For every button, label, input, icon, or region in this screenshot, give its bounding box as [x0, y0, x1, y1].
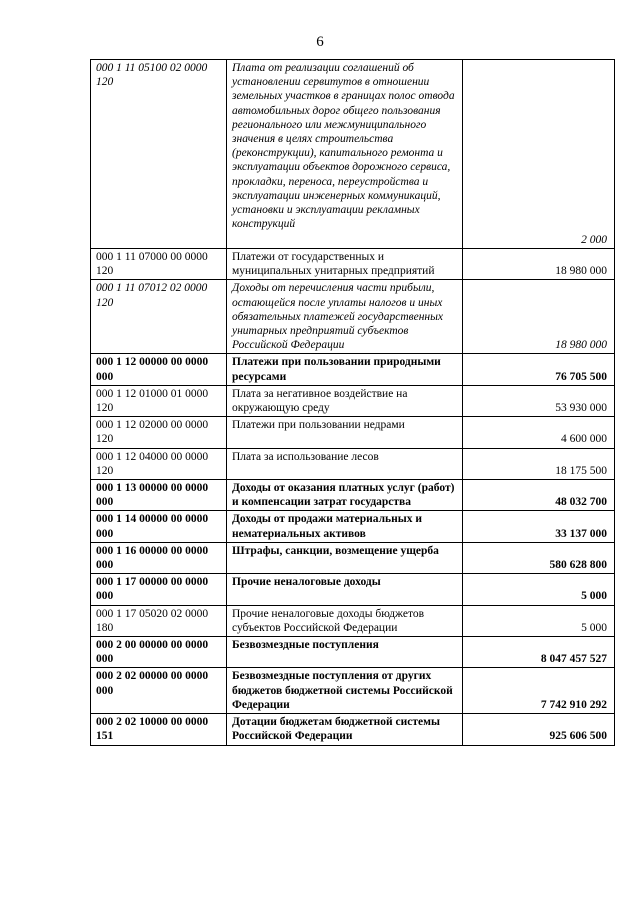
- table-row: [91, 542, 615, 573]
- table-row: [91, 417, 615, 448]
- table-row: [91, 354, 615, 385]
- revenue-name-cell: Безвозмездные поступления от других бюджетов бюджетной системы Российской Федерации: [227, 668, 463, 714]
- table-row: [91, 511, 615, 542]
- table-row: [91, 280, 615, 354]
- table-row: [91, 385, 615, 416]
- amount-cell: 7 742 910 292: [463, 668, 615, 714]
- revenue-name-cell: Прочие неналоговые доходы: [227, 574, 463, 605]
- budget-code-cell: 000 1 11 05100 02 0000 120: [91, 60, 227, 249]
- budget-code-cell: 000 1 12 00000 00 0000 000: [91, 354, 227, 385]
- amount-cell: 18 980 000: [463, 280, 615, 354]
- revenue-name-cell: Доходы от перечисления части прибыли, остающейся после уплаты налогов и иных обязательных платежей государственных унитарных предприятий субъектов Российской Федерации: [227, 280, 463, 354]
- amount-cell: 18 175 500: [463, 448, 615, 479]
- page-number: 6: [316, 34, 324, 50]
- table-row: [91, 448, 615, 479]
- revenue-name-cell: Плата за использование лесов: [227, 448, 463, 479]
- revenue-name-cell: Платежи при пользовании недрами: [227, 417, 463, 448]
- table-row: [91, 60, 615, 249]
- budget-code-cell: 000 2 02 00000 00 0000 000: [91, 668, 227, 714]
- table-row: [91, 637, 615, 668]
- revenue-name-cell: Доходы от оказания платных услуг (работ) и компенсации затрат государства: [227, 480, 463, 511]
- revenue-name-cell: Плата от реализации соглашений об установлении сервитутов в отношении земельных участков в границах полос отвода автомобильных дорог общего пользования регионального или межмуниципального значения в целях строительства (реконструкции), капитального ремонта и эксплуатации объектов дорожного сервиса, прокладки, переноса, переустройства и эксплуатации инженерных коммуникаций, установки и эксплуатации рекламных конструкций: [227, 60, 463, 249]
- budget-code-cell: 000 1 13 00000 00 0000 000: [91, 480, 227, 511]
- table-row: [91, 714, 615, 745]
- table-row: [91, 480, 615, 511]
- budget-code-cell: 000 1 12 01000 01 0000 120: [91, 385, 227, 416]
- revenue-name-cell: Платежи от государственных и муниципальных унитарных предприятий: [227, 249, 463, 280]
- revenue-name-cell: Платежи при пользовании природными ресурсами: [227, 354, 463, 385]
- budget-code-cell: 000 1 11 07000 00 0000 120: [91, 249, 227, 280]
- revenue-name-cell: Штрафы, санкции, возмещение ущерба: [227, 542, 463, 573]
- amount-cell: 925 606 500: [463, 714, 615, 745]
- amount-cell: 18 980 000: [463, 249, 615, 280]
- table-row: [91, 249, 615, 280]
- budget-code-cell: 000 1 14 00000 00 0000 000: [91, 511, 227, 542]
- budget-code-cell: 000 1 17 00000 00 0000 000: [91, 574, 227, 605]
- budget-code-cell: 000 1 17 05020 02 0000 180: [91, 605, 227, 636]
- revenue-name-cell: Безвозмездные поступления: [227, 637, 463, 668]
- budget-code-cell: 000 2 02 10000 00 0000 151: [91, 714, 227, 745]
- amount-cell: 33 137 000: [463, 511, 615, 542]
- table-row: [91, 605, 615, 636]
- table-row: [91, 574, 615, 605]
- revenue-name-cell: Дотации бюджетам бюджетной системы Российской Федерации: [227, 714, 463, 745]
- amount-cell: 580 628 800: [463, 542, 615, 573]
- amount-cell: 5 000: [463, 605, 615, 636]
- amount-cell: 48 032 700: [463, 480, 615, 511]
- revenue-name-cell: Доходы от продажи материальных и нематериальных активов: [227, 511, 463, 542]
- amount-cell: 76 705 500: [463, 354, 615, 385]
- budget-code-cell: 000 1 12 04000 00 0000 120: [91, 448, 227, 479]
- budget-code-cell: 000 1 16 00000 00 0000 000: [91, 542, 227, 573]
- revenue-name-cell: Прочие неналоговые доходы бюджетов субъектов Российской Федерации: [227, 605, 463, 636]
- revenue-name-cell: Плата за негативное воздействие на окружающую среду: [227, 385, 463, 416]
- amount-cell: 8 047 457 527: [463, 637, 615, 668]
- budget-code-cell: 000 1 12 02000 00 0000 120: [91, 417, 227, 448]
- amount-cell: 53 930 000: [463, 385, 615, 416]
- budget-revenue-table: [90, 59, 615, 746]
- amount-cell: 5 000: [463, 574, 615, 605]
- amount-cell: 4 600 000: [463, 417, 615, 448]
- budget-code-cell: 000 2 00 00000 00 0000 000: [91, 637, 227, 668]
- table-row: [91, 668, 615, 714]
- budget-code-cell: 000 1 11 07012 02 0000 120: [91, 280, 227, 354]
- amount-cell: 2 000: [463, 60, 615, 249]
